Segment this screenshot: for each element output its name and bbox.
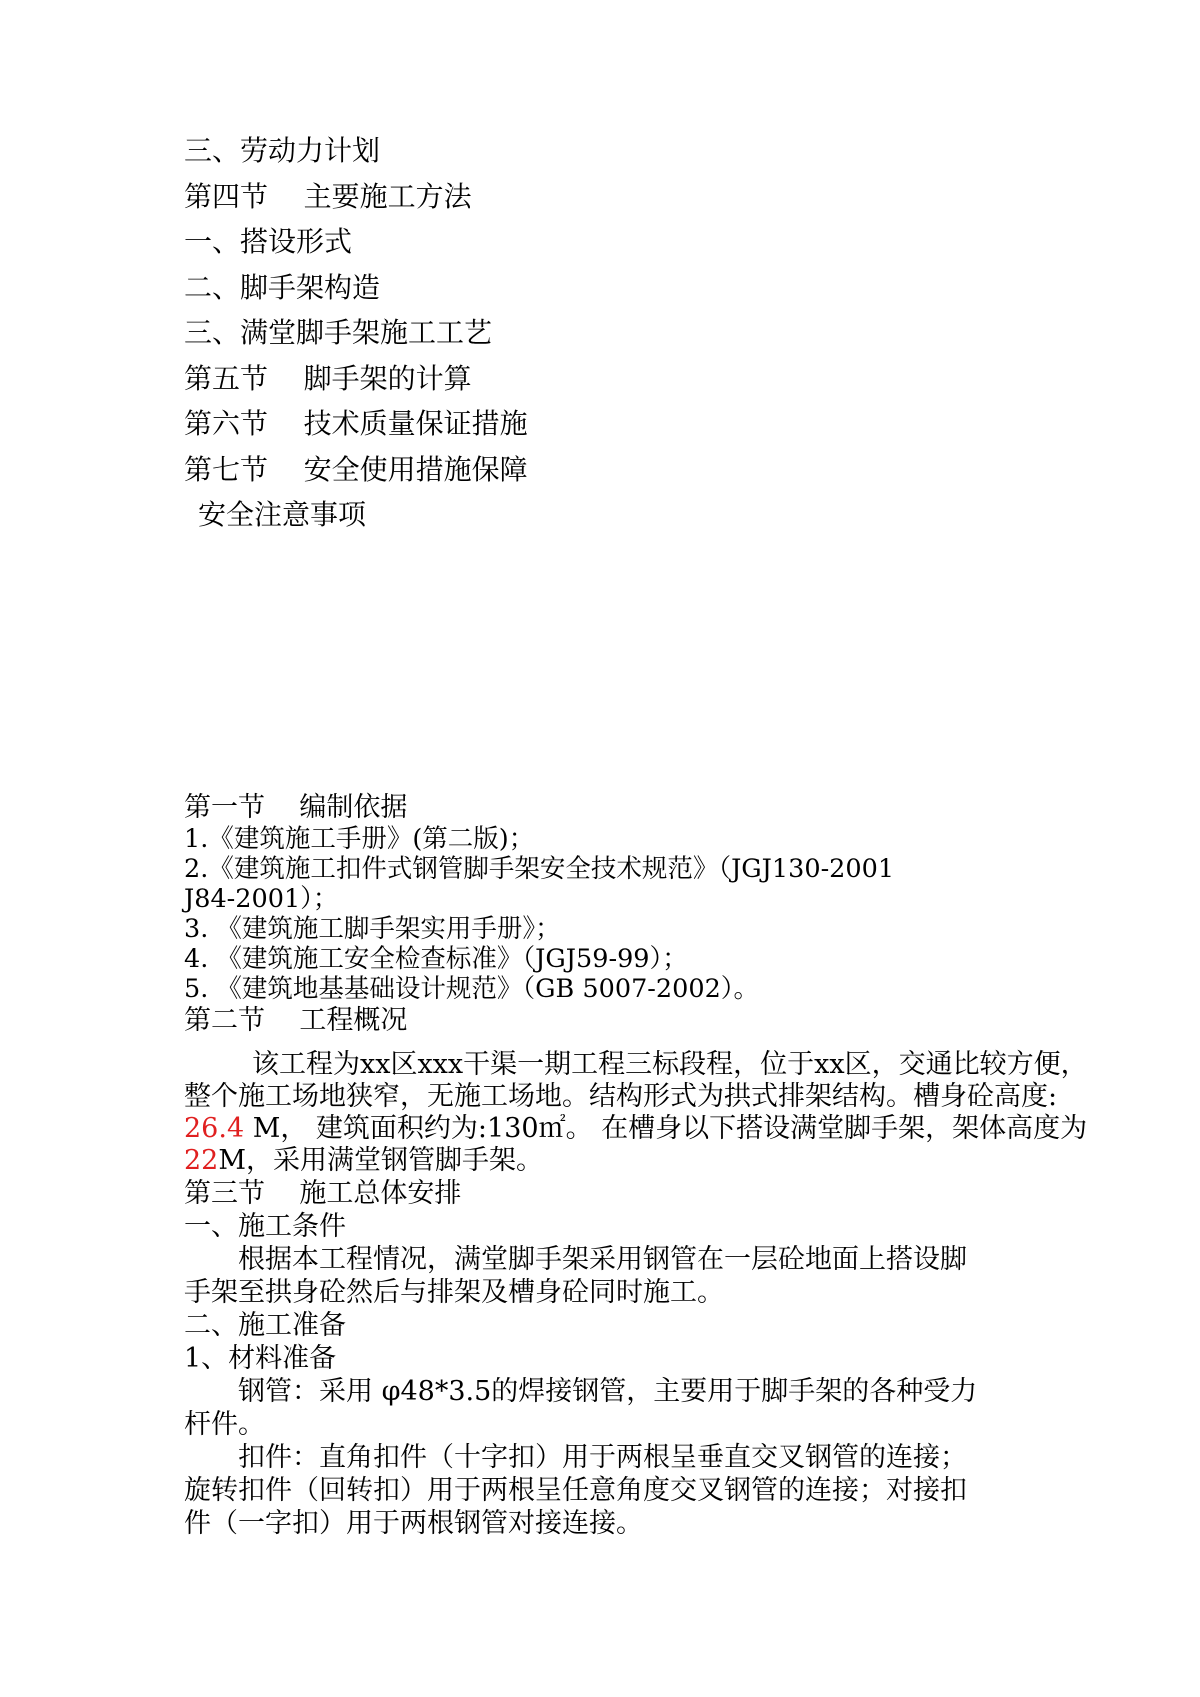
paragraph-line: 整个施工场地狭窄，无施工场地。结构形式为拱式排架结构。槽身砼高度: [184,1081,1058,1112]
toc-item: 一、搭设形式 [184,225,353,258]
toc-item: 第五节 脚手架的计算 [184,361,472,395]
toc-item: 二、脚手架构造 [184,270,381,304]
paragraph-line [184,1145,1154,1177]
toc-item: 三、满堂脚手架施工工艺 [184,316,493,349]
reference-item: J84-2001）； [184,884,339,914]
table-of-contents [184,128,1084,538]
subsection-heading: 一、施工条件 [184,1211,346,1242]
toc-item: 安全注意事项 [198,498,367,531]
toc-item: 第四节 主要施工方法 [184,179,472,213]
reference-item: 3. 《建筑施工脚手架实用手册》； [184,914,561,944]
reference-item: 4. 《建筑施工安全检查标准》（JGJ59-99）； [184,944,688,974]
paragraph-text: M， 建筑面积约为:130㎡。 在槽身以下搭设满堂脚手架，架体高度为 [244,1113,1088,1144]
frame-height-value: 22 [184,1145,219,1176]
paragraph-line: 钢管：采用 φ48*3.5的焊接钢管，主要用于脚手架的各种受力 [238,1376,978,1407]
paragraph-line: 根据本工程情况，满堂脚手架采用钢管在一层砼地面上搭设脚 [238,1244,967,1275]
document-body [184,791,1154,1540]
paragraph-line: 旋转扣件（回转扣）用于两根呈任意角度交叉钢管的连接；对接扣 [184,1475,967,1506]
paragraph-line: 杆件。 [184,1409,265,1440]
trough-height-value: 26.4 [184,1113,245,1144]
reference-item: 5. 《建筑地基基础设计规范》（GB 5007-2002）。 [184,974,760,1004]
reference-item: 2.《建筑施工扣件式钢管脚手架安全技术规范》（JGJ130-2001 [184,854,895,884]
project-overview-paragraph [184,1049,1154,1177]
reference-item: 1.《建筑施工手册》(第二版)； [184,824,535,854]
paragraph-line: 扣件：直角扣件（十字扣）用于两根呈垂直交叉钢管的连接； [238,1442,967,1473]
section-heading: 第二节 工程概况 [184,1005,408,1036]
paragraph-text: M，采用满堂钢管脚手架。 [218,1145,544,1176]
paragraph-line: 手架至拱身砼然后与排架及槽身砼同时施工。 [184,1277,724,1308]
subsection-heading: 1、材料准备 [184,1343,337,1374]
section-heading: 第三节 施工总体安排 [184,1178,462,1209]
subsection-heading: 二、施工准备 [184,1310,346,1341]
paragraph-line: 该工程为xx区xxx干渠一期工程三标段程，位于xx区，交通比较方便， [252,1049,1088,1080]
paragraph-line: 件（一字扣）用于两根钢管对接连接。 [184,1508,643,1539]
toc-item: 三、劳动力计划 [184,134,381,167]
toc-item: 第六节 技术质量保证措施 [184,407,528,440]
paragraph-line [184,1113,1154,1145]
section-heading: 第一节 编制依据 [184,792,408,823]
toc-item: 第七节 安全使用措施保障 [184,452,528,486]
